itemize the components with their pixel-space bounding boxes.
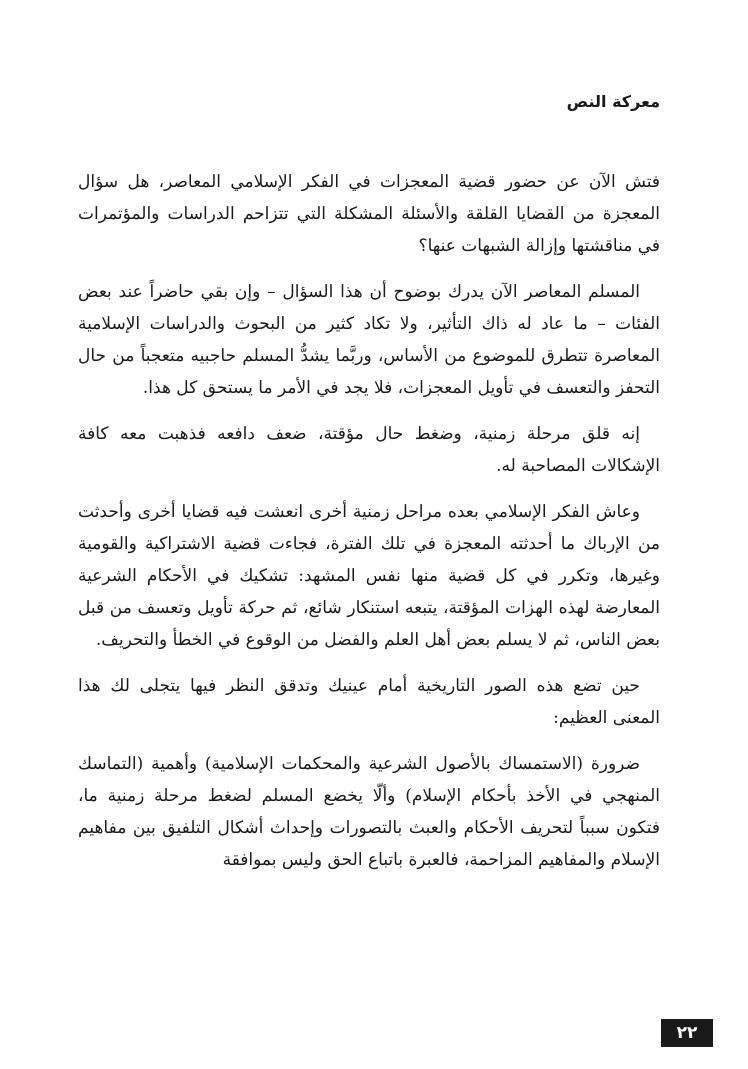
page-number: ٢٢ [661, 1019, 713, 1047]
body-text [78, 166, 660, 890]
paragraph-5: حين تضع هذه الصور التاريخية أمام عينيك وتدقق النظر فيها يتجلى لك هذا المعنى العظيم: [78, 676, 660, 728]
paragraph-4: وعاش الفكر الإسلامي بعده مراحل زمنية أخرى انعشت فيه قضايا أخرى وأحدثت من الإرباك ما أحدثته المعجزة في تلك الفترة، فجاءت قضية الاشتراكية والقومية وغيرها، وتكرر في كل قضية منها نفس المشهد: تشكيك في الأحكام الشرعية المعارضة لهذه الهزات المؤقتة، يتبعه استنكار شائع، ثم حركة تأويل وتعسف من قبل بعض الناس، ثم لا يسلم بعض أهل العلم والفضل من الوقوع في الخطأ والتحريف. [78, 502, 660, 650]
paragraph-1: فتش الآن عن حضور قضية المعجزات في الفكر الإسلامي المعاصر، هل سؤال المعجزة من القضايا القلقة والأسئلة المشكلة التي تتزاحم الدراسات والمؤتمرات في مناقشتها وإزالة الشبهات عنها؟ [78, 172, 660, 256]
running-head: معركة النص [566, 92, 660, 111]
paragraph-3: إنه قلق مرحلة زمنية، وضغط حال مؤقتة، ضعف دافعه فذهبت معه كافة الإشكالات المصاحبة له. [78, 424, 660, 476]
paragraph-2: المسلم المعاصر الآن يدرك بوضوح أن هذا السؤال – وإن بقي حاضراً عند بعض الفئات – ما عاد له ذاك التأثير، ولا تكاد كثير من البحوث والدراسات الإسلامية المعاصرة تتطرق للموضوع من الأساس، وربَّما يشدُّ المسلم حاجبيه متعجباً من حال التحفز والتعسف في تأويل المعجزات، فلا يجد في الأمر ما يستحق كل هذا. [78, 282, 660, 398]
paragraph-6: ضرورة (الاستمساك بالأصول الشرعية والمحكمات الإسلامية) وأهمية (التماسك المنهجي في الأخذ بأحكام الإسلام) وألّا يخضع المسلم لضغط مرحلة زمنية ما، فتكون سبباً لتحريف الأحكام والعبث بالتصورات وإحداث أشكال التلفيق بين مفاهيم الإسلام والمفاهيم المزاحمة، فالعبرة باتباع الحق وليس بموافقة [78, 754, 660, 870]
